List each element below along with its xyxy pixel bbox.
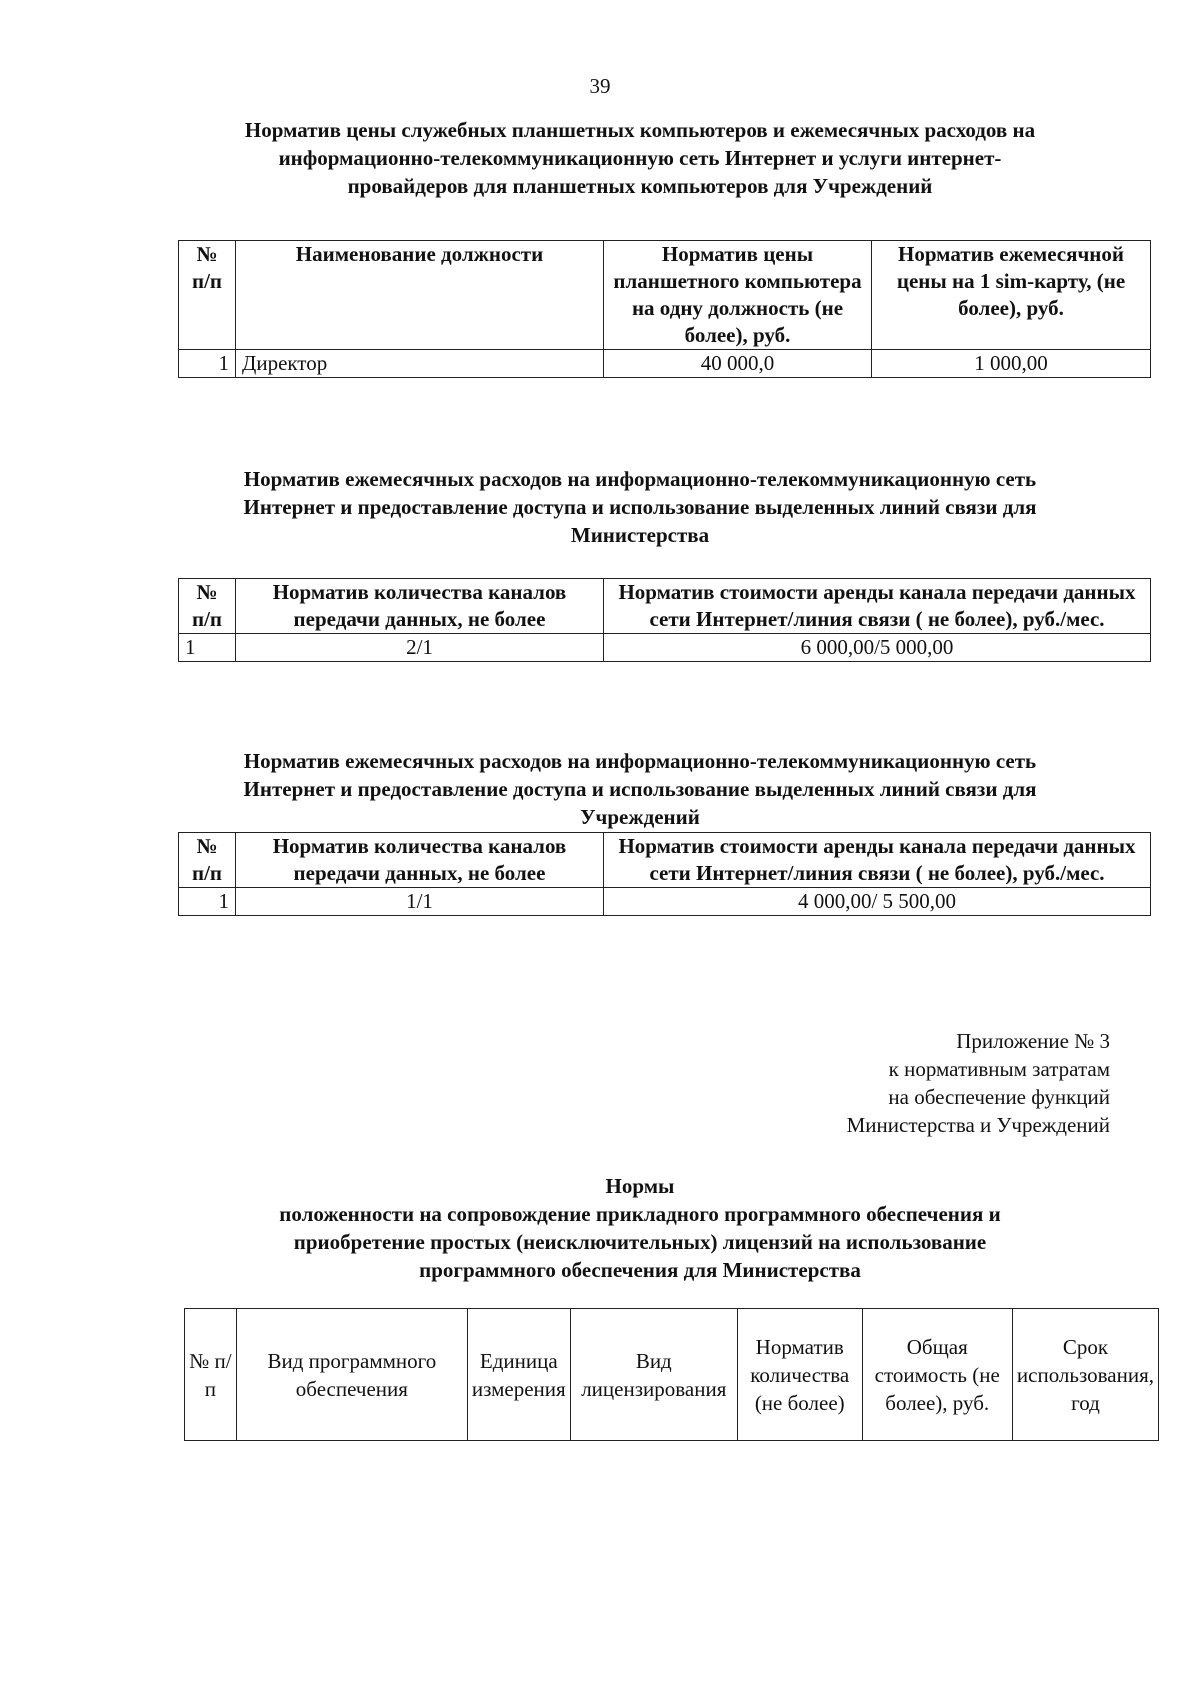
- table-header-row: [179, 579, 1151, 634]
- title-line: программного обеспечения для Министерства: [419, 1258, 861, 1282]
- header-rent-cost: Норматив стоимости аренды канала передачи данных сети Интернет/линия связи ( не более), руб./мес.: [604, 579, 1151, 634]
- title-line: приобретение простых (неисключительных) лицензий на использование: [293, 1230, 987, 1254]
- header-quantity: Норматив количества (не более): [737, 1309, 862, 1441]
- header-channels: Норматив количества каналов передачи данных, не более: [236, 579, 604, 634]
- row-channels: 1/1: [236, 888, 604, 916]
- row-channels: 2/1: [236, 634, 604, 662]
- table-row: [179, 634, 1151, 662]
- header-license-type: Вид лицензирования: [570, 1309, 737, 1441]
- title-line: информационно-телекоммуникационную сеть Интернет и услуги интернет-: [278, 146, 1002, 170]
- row-rent-cost: 4 000,00/ 5 500,00: [604, 888, 1151, 916]
- title-line: Нормы: [605, 1174, 675, 1198]
- header-unit: Единица измерения: [467, 1309, 570, 1441]
- appendix-line: Приложение № 3: [956, 1029, 1110, 1053]
- header-total-cost: Общая стоимость (не более), руб.: [862, 1309, 1012, 1441]
- header-number: № п/п: [179, 241, 236, 350]
- row-sim-price: 1 000,00: [872, 350, 1151, 378]
- row-rent-cost: 6 000,00/5 000,00: [604, 634, 1151, 662]
- appendix-line: Министерства и Учреждений: [846, 1113, 1110, 1137]
- row-position: Директор: [236, 350, 604, 378]
- row-tablet-price: 40 000,0: [604, 350, 872, 378]
- row-number: 1: [179, 634, 236, 662]
- section4-title: [150, 1172, 1130, 1284]
- ministry-channels-table: [178, 578, 1151, 662]
- title-line: Норматив цены служебных планшетных компьютеров и ежемесячных расходов на: [244, 118, 1036, 142]
- page-number: 39: [589, 74, 611, 98]
- institutions-channels-table: [178, 832, 1151, 916]
- header-software-type: Вид программного обеспечения: [236, 1309, 467, 1441]
- title-line: Интернет и предоставление доступа и использование выделенных линий связи для: [243, 495, 1037, 519]
- header-sim-price: Норматив ежемесячной цены на 1 sim-карту, (не более), руб.: [872, 241, 1151, 350]
- header-number: № п/п: [179, 833, 236, 888]
- title-line: Интернет и предоставление доступа и использование выделенных линий связи для: [243, 777, 1037, 801]
- row-number: 1: [179, 350, 236, 378]
- table-header-row: [179, 833, 1151, 888]
- title-line: Норматив ежемесячных расходов на информационно-телекоммуникационную сеть: [243, 749, 1037, 773]
- header-number: № п/п: [185, 1309, 237, 1441]
- section3-title: [150, 747, 1130, 831]
- tablet-norms-table: [178, 240, 1151, 378]
- header-channels: Норматив количества каналов передачи данных, не более: [236, 833, 604, 888]
- section2-title: [150, 465, 1130, 549]
- title-line: Министерства: [570, 523, 710, 547]
- software-norms-table: [184, 1308, 1159, 1441]
- title-line: провайдеров для планшетных компьютеров для Учреждений: [347, 174, 933, 198]
- title-line: Норматив ежемесячных расходов на информационно-телекоммуникационную сеть: [243, 467, 1037, 491]
- header-position: Наименование должности: [236, 241, 604, 350]
- table-header-row: [179, 241, 1151, 350]
- title-line: положенности на сопровождение прикладного программного обеспечения и: [279, 1202, 1001, 1226]
- row-number: 1: [179, 888, 236, 916]
- header-rent-cost: Норматив стоимости аренды канала передачи данных сети Интернет/линия связи ( не более), руб./мес.: [604, 833, 1151, 888]
- table-header-row: [185, 1309, 1159, 1441]
- header-tablet-price: Норматив цены планшетного компьютера на одну должность (не более), руб.: [604, 241, 872, 350]
- header-number: № п/п: [179, 579, 236, 634]
- appendix-note: [710, 1027, 1110, 1139]
- header-usage-period: Срок использования, год: [1012, 1309, 1158, 1441]
- section1-title: [150, 116, 1130, 200]
- table-row: [179, 350, 1151, 378]
- title-line: Учреждений: [580, 805, 700, 829]
- table-row: [179, 888, 1151, 916]
- appendix-line: на обеспечение функций: [888, 1085, 1110, 1109]
- appendix-line: к нормативным затратам: [888, 1057, 1110, 1081]
